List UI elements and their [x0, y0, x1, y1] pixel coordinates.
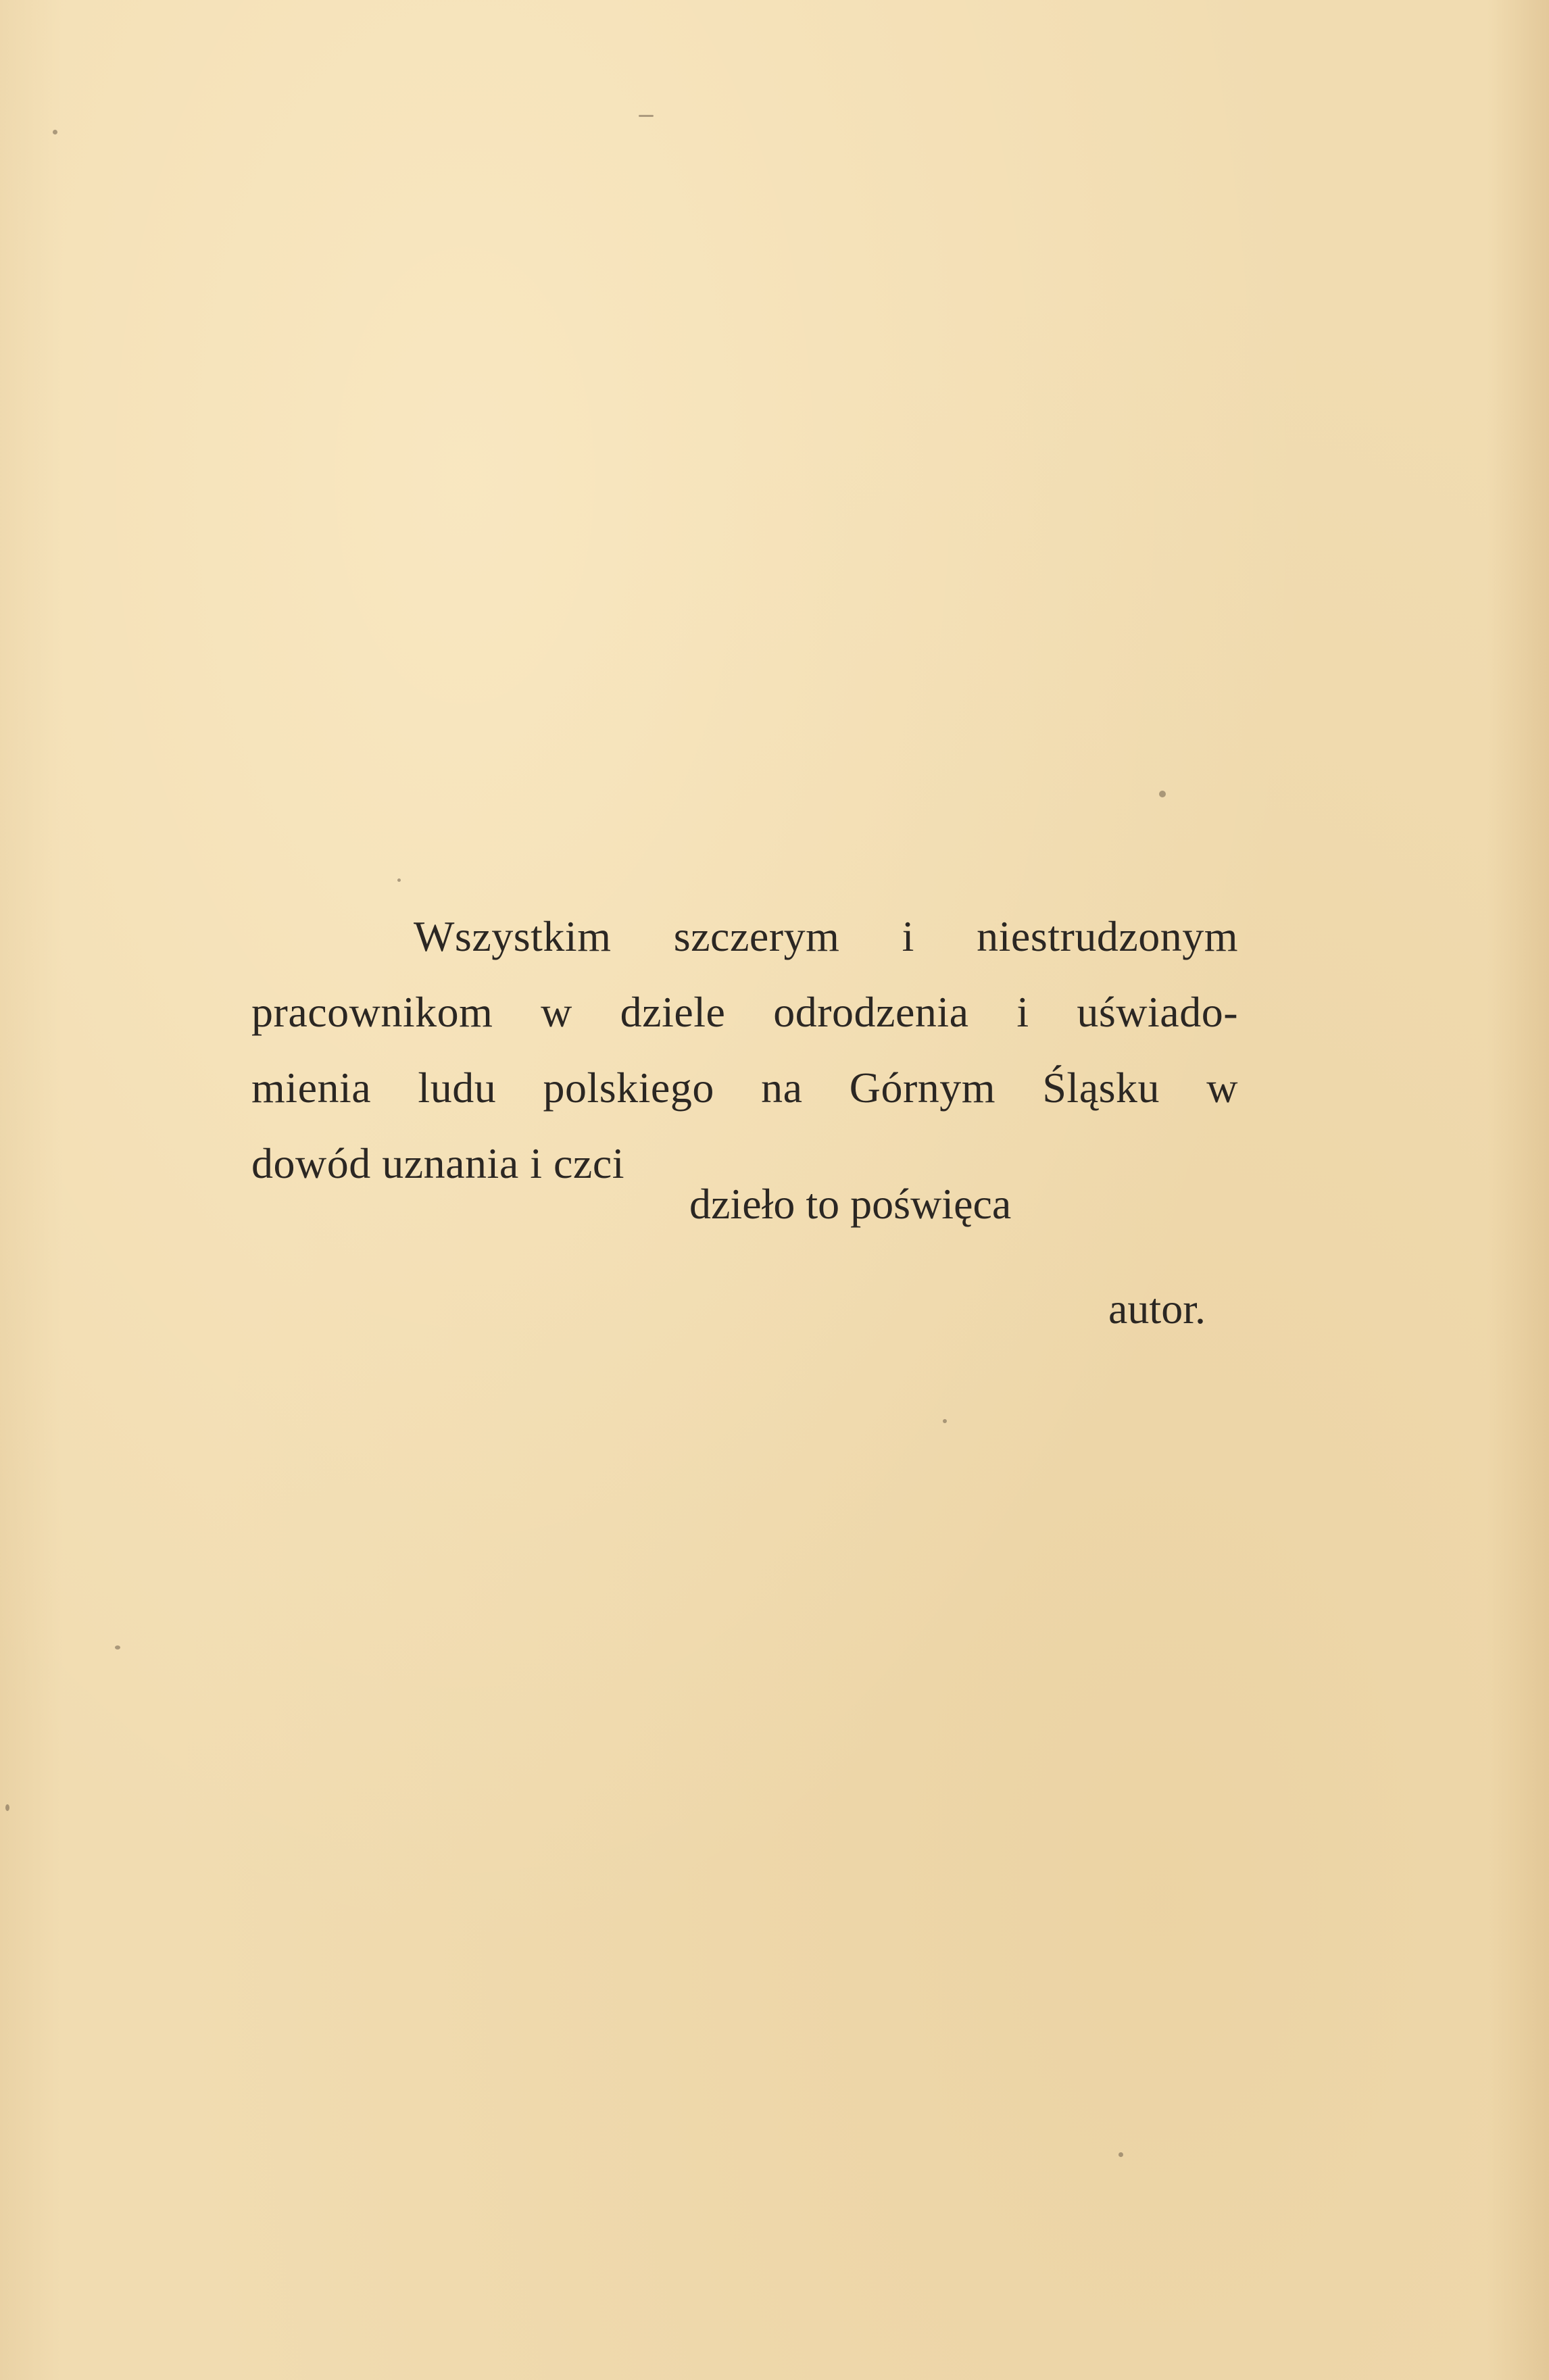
paper-speck — [1159, 791, 1166, 797]
dedicated-line: dzieło to poświęca — [689, 1180, 1012, 1228]
paper-speck — [943, 1419, 947, 1423]
dedication-line: mienia ludu polskiego na Górnym Śląsku w — [251, 1064, 1238, 1112]
dedication-text — [251, 899, 1238, 1201]
dedication-line: Wszystkim szczerym i niestrudzonym — [414, 912, 1238, 960]
paper-speck — [5, 1804, 9, 1811]
paper-speck — [639, 115, 654, 117]
paper-speck — [397, 878, 401, 882]
paper-speck — [53, 130, 57, 134]
dedication-line: pracownikom w dziele odrodzenia i uświado- — [251, 988, 1238, 1036]
dedication-line: dowód uznania i czci — [251, 1139, 624, 1187]
paper-speck — [1118, 2152, 1123, 2157]
paper-speck — [115, 1645, 120, 1650]
author-signature: autor. — [1108, 1285, 1206, 1333]
